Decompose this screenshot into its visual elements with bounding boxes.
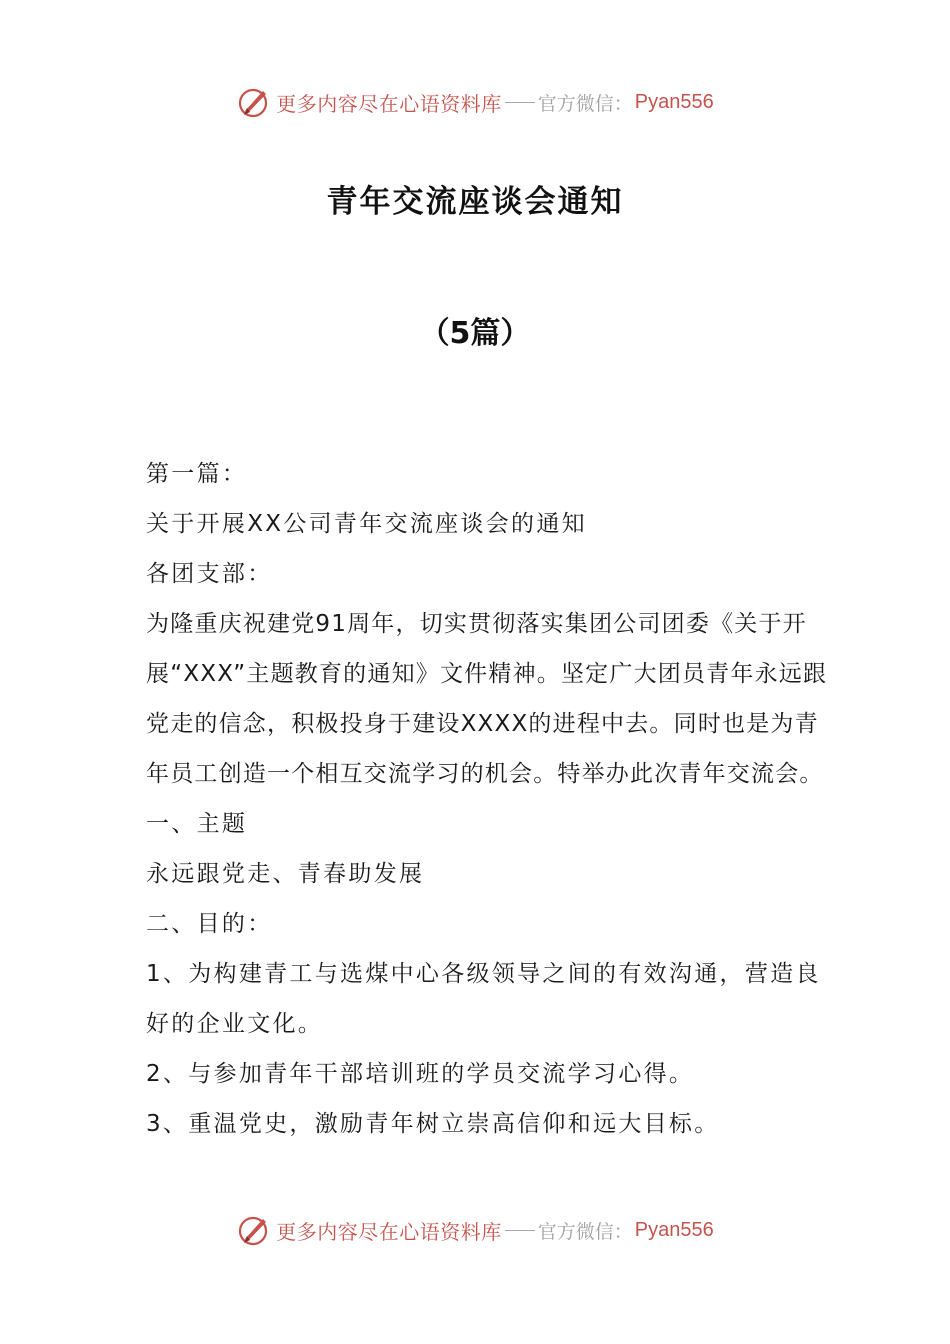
paragraph: 为隆重庆祝建党91周年，切实贯彻落实集团公司团委《关于开展“XXX”主题教育的通知》文件精神。坚定广大团员青年永远跟党走的信念，积极投身于建设XXXX的进程中去。同时也是为青年员工创造一个相互交流学习的机会。特举办此次青年交流会。 (146, 611, 828, 787)
watermark-dash (505, 1230, 535, 1231)
paragraph: 一、主题 (146, 811, 248, 837)
paragraph: 3、重温党史，激励青年树立崇高信仰和远大目标。 (146, 1111, 720, 1137)
footer-watermark (0, 1210, 950, 1250)
quill-pen-logo-icon (236, 1212, 272, 1248)
document-title: 青年交流座谈会通知 (326, 184, 624, 220)
header-watermark (0, 82, 950, 122)
watermark-wechat-label: 官方微信： (537, 1220, 633, 1243)
paragraph: 1、为构建青工与选煤中心各级领导之间的有效沟通，营造良好的企业文化。 (146, 961, 821, 1037)
paragraph: 第一篇： (146, 461, 248, 487)
quill-pen-logo-icon (236, 84, 272, 120)
watermark-wechat-id: Pyan556 (634, 1218, 714, 1241)
document-subtitle: （5篇） (419, 316, 531, 351)
paragraph: 永远跟党走、青春助发展 (146, 861, 425, 887)
watermark-brand: 更多内容尽在心语资料库 (276, 1219, 502, 1244)
document-body (146, 449, 836, 1149)
watermark-dash (505, 102, 535, 103)
watermark-wechat-id: Pyan556 (634, 90, 714, 113)
watermark-wechat-label: 官方微信： (537, 92, 633, 115)
paragraph: 2、与参加青年干部培训班的学员交流学习心得。 (146, 1061, 695, 1087)
paragraph: 二、目的： (146, 911, 273, 937)
paragraph: 关于开展XX公司青年交流座谈会的通知 (146, 511, 587, 537)
watermark-brand: 更多内容尽在心语资料库 (276, 91, 502, 116)
paragraph: 各团支部： (146, 561, 273, 587)
